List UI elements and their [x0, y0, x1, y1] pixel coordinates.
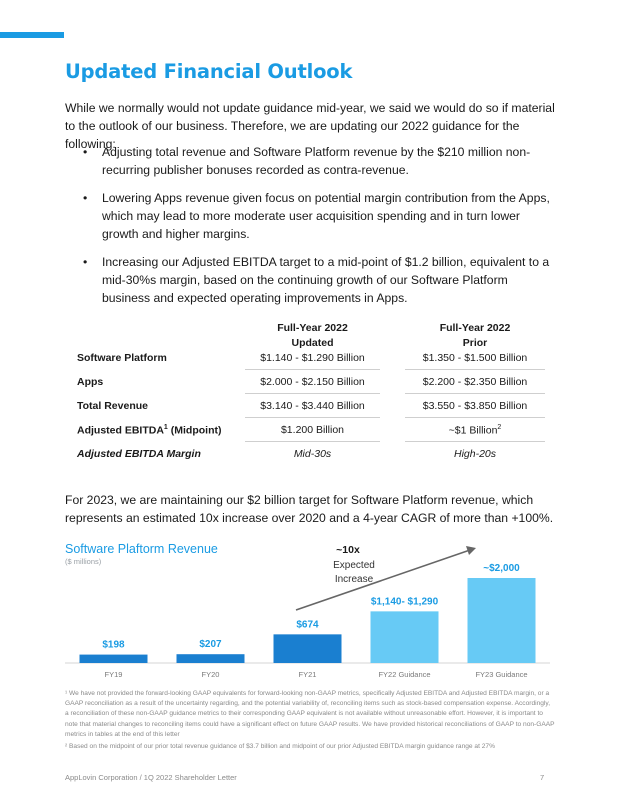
chart-bar: [371, 611, 439, 663]
annotation-multiplier: ~10x: [336, 544, 360, 556]
x-tick-label: FY23 Guidance: [475, 670, 528, 679]
list-item: • Adjusting total revenue and Software Platform revenue by the $210 million non-recurring publisher bonuses recorded as contra-revenue.: [80, 143, 550, 179]
footnote-1: ¹ We have not provided the forward-looking GAAP equivalents for forward-looking non-GAAP metrics, specifically Adjusted EBITDA and Adjusted EBITDA margin, or a GAAP reconciliation as a result of the uncertainty regarding, and the potential variability of, reconciling items such as stock-based compensation expense. Accordingly, a reconciliation of these non-GAAP guidance metrics to their corresponding GAAP equivalent is not available without unreasonable effort. However, it is important to note that material changes to reconciling items could have a significant effect on future GAAP results. We have provided historical reconciliations of GAAP to non-GAAP metrics in tables at the end of this letter: [65, 690, 555, 738]
chart-bar: [274, 634, 342, 663]
chart-bar: [468, 578, 536, 663]
chart-bar: [177, 654, 245, 663]
page-number: 7: [540, 773, 545, 782]
table-row: Apps $2.000 - $2.150 Billion $2.200 - $2.350 Billion: [65, 370, 545, 394]
page-title: Updated Financial Outlook: [65, 60, 353, 83]
bar-value-label: $1,140- $1,290: [370, 596, 439, 608]
footnotes: [65, 689, 555, 754]
bar-value-label: $207: [199, 639, 222, 651]
footnote-2: ² Based on the midpoint of our prior total revenue guidance of $3.7 billion and midpoint of our prior Adjusted EBITDA margin guidance range at 27%: [65, 743, 495, 751]
bar-value-label: $674: [296, 619, 319, 631]
x-tick-label: FY19: [104, 670, 123, 679]
outro-paragraph: For 2023, we are maintaining our $2 billion target for Software Platform revenue, which represents an estimated 10x increase over 2020 and a 4-year CAGR of more than +100%.: [65, 493, 554, 525]
x-tick-label: FY22 Guidance: [378, 670, 431, 679]
chart-title: Software Plaftorm Revenue: [65, 542, 218, 556]
page-footer: AppLovin Corporation / 1Q 2022 Shareholder Letter: [65, 773, 237, 782]
table-row: Total Revenue $3.140 - $3.440 Billion $3.550 - $3.850 Billion: [65, 394, 545, 418]
bar-value-label: ~$2,000: [483, 563, 520, 574]
column-header-updated: Full-Year 2022 Updated: [277, 322, 348, 349]
x-tick-label: FY21: [298, 670, 317, 679]
table-row: Adjusted EBITDA Margin Mid-30s High-20s: [77, 448, 497, 460]
annotation-expected: Expected: [333, 560, 375, 571]
intro-paragraph: While we normally would not update guidance mid-year, we said we would do so if material to the outlook of our business. Therefore, we are updating our 2022 guidance for the following:: [65, 101, 555, 151]
column-header-prior: Full-Year 2022 Prior: [439, 322, 511, 349]
annotation-increase: Increase: [334, 574, 374, 585]
chart-subtitle: ($ millions): [65, 557, 102, 566]
x-tick-label: FY20: [201, 670, 220, 679]
table-row: Software Platform $1.140 - $1.290 Billion $1.350 - $1.500 Billion: [65, 346, 545, 370]
chart-bar: [80, 655, 148, 663]
list-item: • Increasing our Adjusted EBITDA target to a mid-point of $1.2 billion, equivalent to a mid-30%s margin, based on the continuing growth of our Software Platform business and expected operating improvements in Apps.: [80, 253, 550, 307]
table-row: Adjusted EBITDA$^1$ (Midpoint) $1.200 Billion ~$1 Billion$^2$: [65, 418, 545, 442]
trend-arrowhead: [466, 546, 476, 555]
list-item: • Lowering Apps revenue given focus on potential margin contribution from the Apps, which may lead to more moderate user acquisition spending and in turn lower growth and higher margins.: [80, 189, 550, 243]
bar-value-label: $198: [102, 639, 125, 651]
